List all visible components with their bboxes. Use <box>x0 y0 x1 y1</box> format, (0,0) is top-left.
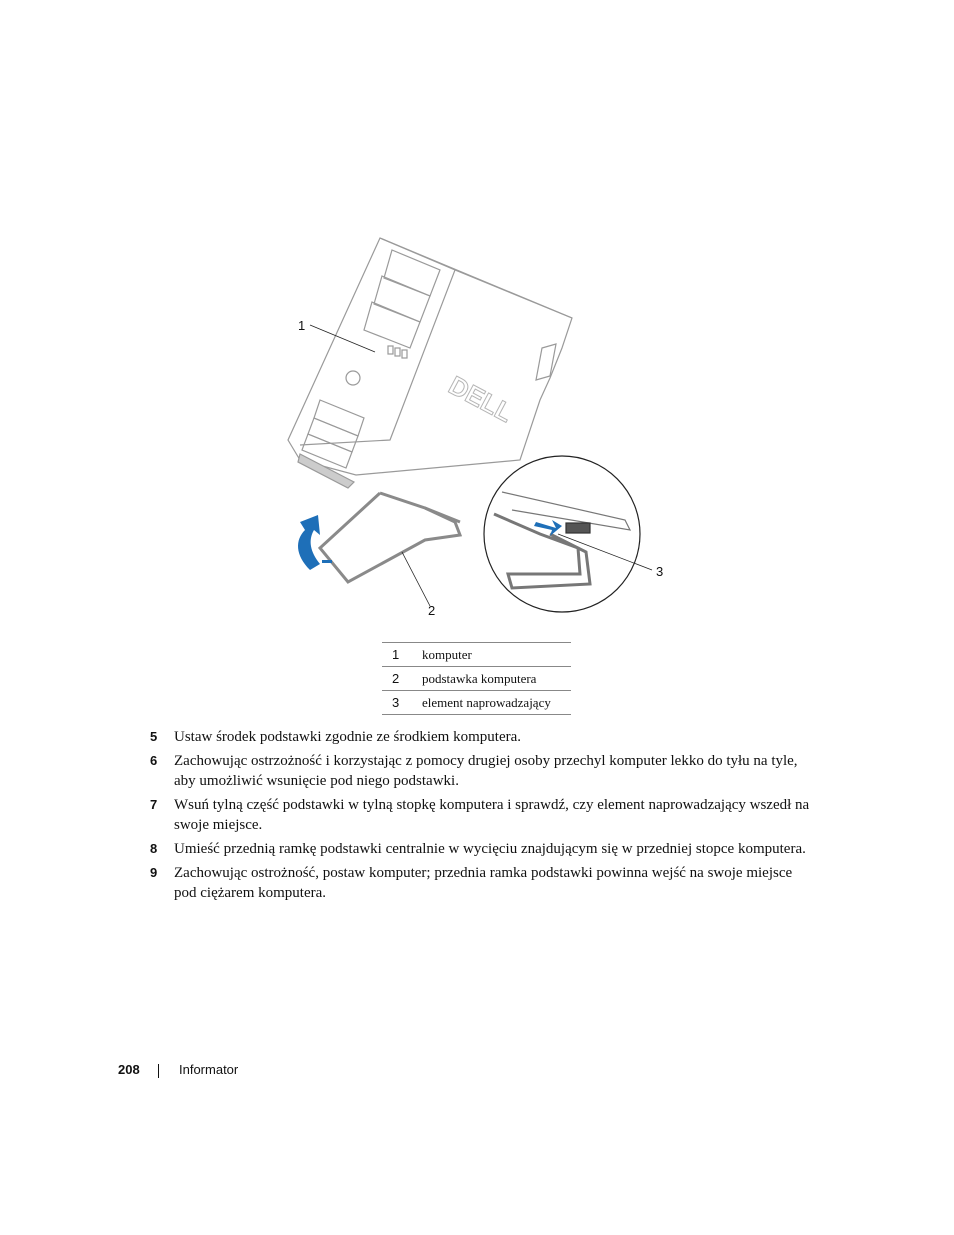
detail-magnifier <box>484 456 640 612</box>
callout-1: 1 <box>298 318 306 333</box>
step-item <box>150 751 812 791</box>
step-number: 6 <box>150 753 158 768</box>
page-number: 208 <box>118 1062 140 1077</box>
step-text: Ustaw środek podstawki zgodnie ze środkiem komputera. <box>174 729 521 745</box>
legend-number: 1 <box>382 643 422 667</box>
instruction-steps <box>150 727 812 907</box>
step-item <box>150 795 812 835</box>
step-number: 8 <box>150 841 158 856</box>
computer-stand-drawing <box>280 230 700 630</box>
step-item <box>150 839 812 859</box>
rotate-arrow-icon <box>298 515 320 570</box>
step-text: Umieść przednią ramkę podstawki centralnie w wycięciu znajdującym się w przedniej stopce komputera. <box>174 841 806 857</box>
step-text: Zachowując ostrzożność i korzystając z pomocy drugiej osoby przechyl komputer lekko do tyłu na tyle, aby umożliwić wsunięcie pod niego podstawki. <box>174 753 798 789</box>
illustration-computer-stand <box>280 230 700 630</box>
callout-3: 3 <box>656 564 664 579</box>
step-text: Wsuń tylną część podstawki w tylną stopkę komputera i sprawdź, czy element naprowadzający wszedł na swoje miejsce. <box>174 797 810 833</box>
computer-outline <box>288 238 572 475</box>
dell-logo: DELL <box>443 369 518 429</box>
legend-number: 2 <box>382 667 422 691</box>
footer-title: Informator <box>179 1062 239 1077</box>
callout-2: 2 <box>428 603 436 618</box>
computer-stand <box>320 493 460 582</box>
page-footer <box>118 1062 239 1077</box>
step-text: Zachowując ostrożność, postaw komputer; przednia ramka podstawki powinna wejść na swoje miejsce pod ciężarem komputera. <box>174 865 793 901</box>
step-number: 5 <box>150 729 158 744</box>
legend-row <box>382 691 571 715</box>
step-item <box>150 727 812 747</box>
callout-legend <box>382 642 571 715</box>
legend-label: podstawka komputera <box>422 667 571 691</box>
step-number: 7 <box>150 797 158 812</box>
step-item <box>150 863 812 903</box>
legend-number: 3 <box>382 691 422 715</box>
step-number: 9 <box>150 865 158 880</box>
legend-label: element naprowadzający <box>422 691 571 715</box>
footer-divider <box>158 1064 159 1078</box>
legend-label: komputer <box>422 643 571 667</box>
legend-row <box>382 667 571 691</box>
legend-row <box>382 643 571 667</box>
